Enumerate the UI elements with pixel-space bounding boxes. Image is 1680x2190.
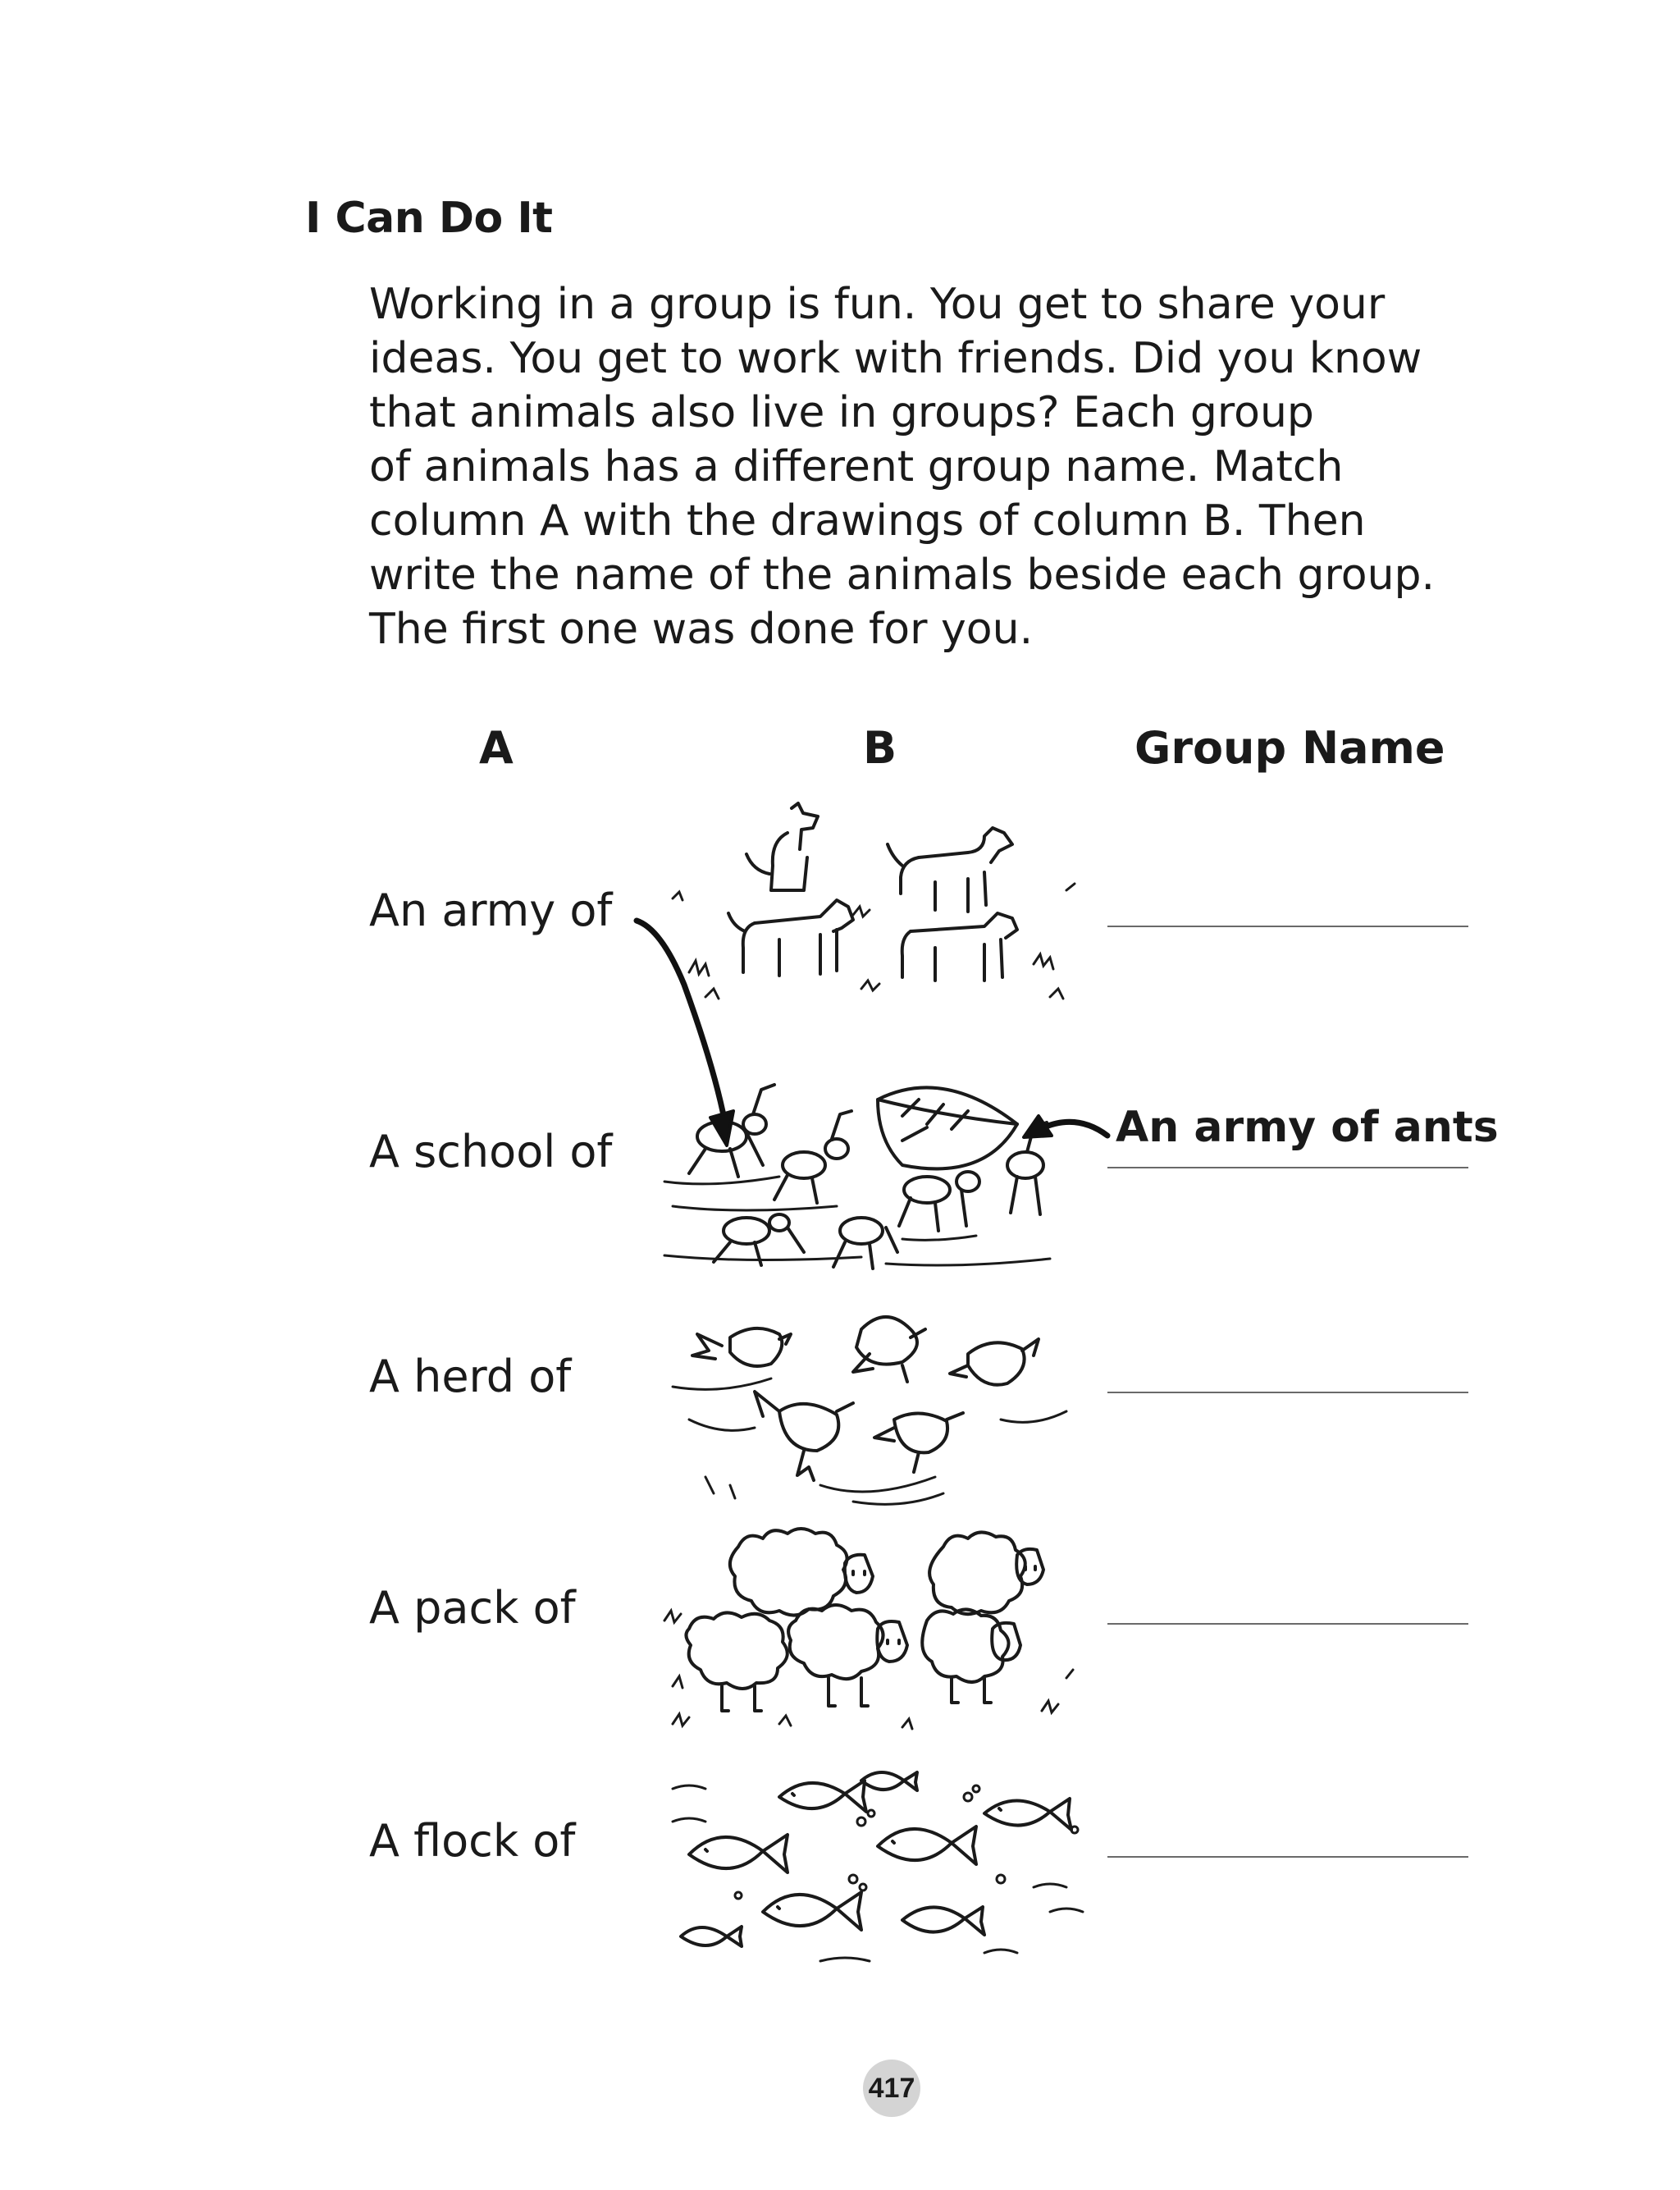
instructions-line: write the name of the animals beside each group.: [369, 551, 1436, 600]
answer-line-4[interactable]: [1107, 1623, 1468, 1625]
instructions-line: Working in a group is fun. You get to share your: [369, 280, 1386, 329]
answer-line-5[interactable]: [1107, 1856, 1468, 1858]
column-b-heading: B: [863, 722, 897, 774]
column-a-item-school: A school of: [369, 1126, 613, 1177]
example-answer: An army of ants: [1116, 1103, 1499, 1152]
instructions-line: The first one was done for you.: [369, 605, 1034, 654]
column-a-item-pack: A pack of: [369, 1582, 576, 1634]
instructions-line: of animals has a different group name. Match: [369, 442, 1344, 491]
dogs-drawing: [656, 800, 1099, 1013]
sheep-drawing: [656, 1522, 1099, 1735]
instructions-line: that animals also live in groups? Each group: [369, 388, 1314, 437]
instructions-paragraph: [369, 277, 1518, 656]
column-a-item-army: An army of: [369, 885, 613, 936]
worksheet-title: I Can Do It: [305, 194, 553, 243]
answer-line-1[interactable]: [1107, 926, 1468, 927]
page-number: 417: [863, 2060, 920, 2117]
fish-drawing: [656, 1756, 1099, 1969]
instructions-line: column A with the drawings of column B. Then: [369, 496, 1366, 546]
answer-line-3[interactable]: [1107, 1392, 1468, 1393]
instructions-line: ideas. You get to work with friends. Did you know: [369, 334, 1422, 383]
ants-drawing: [656, 1067, 1099, 1280]
column-a-item-herd: A herd of: [369, 1351, 572, 1402]
column-a-item-flock: A flock of: [369, 1815, 576, 1867]
answer-line-2[interactable]: [1107, 1167, 1468, 1168]
group-name-heading: Group Name: [1134, 722, 1445, 774]
column-a-heading: A: [479, 722, 514, 774]
birds-drawing: [656, 1305, 1099, 1518]
